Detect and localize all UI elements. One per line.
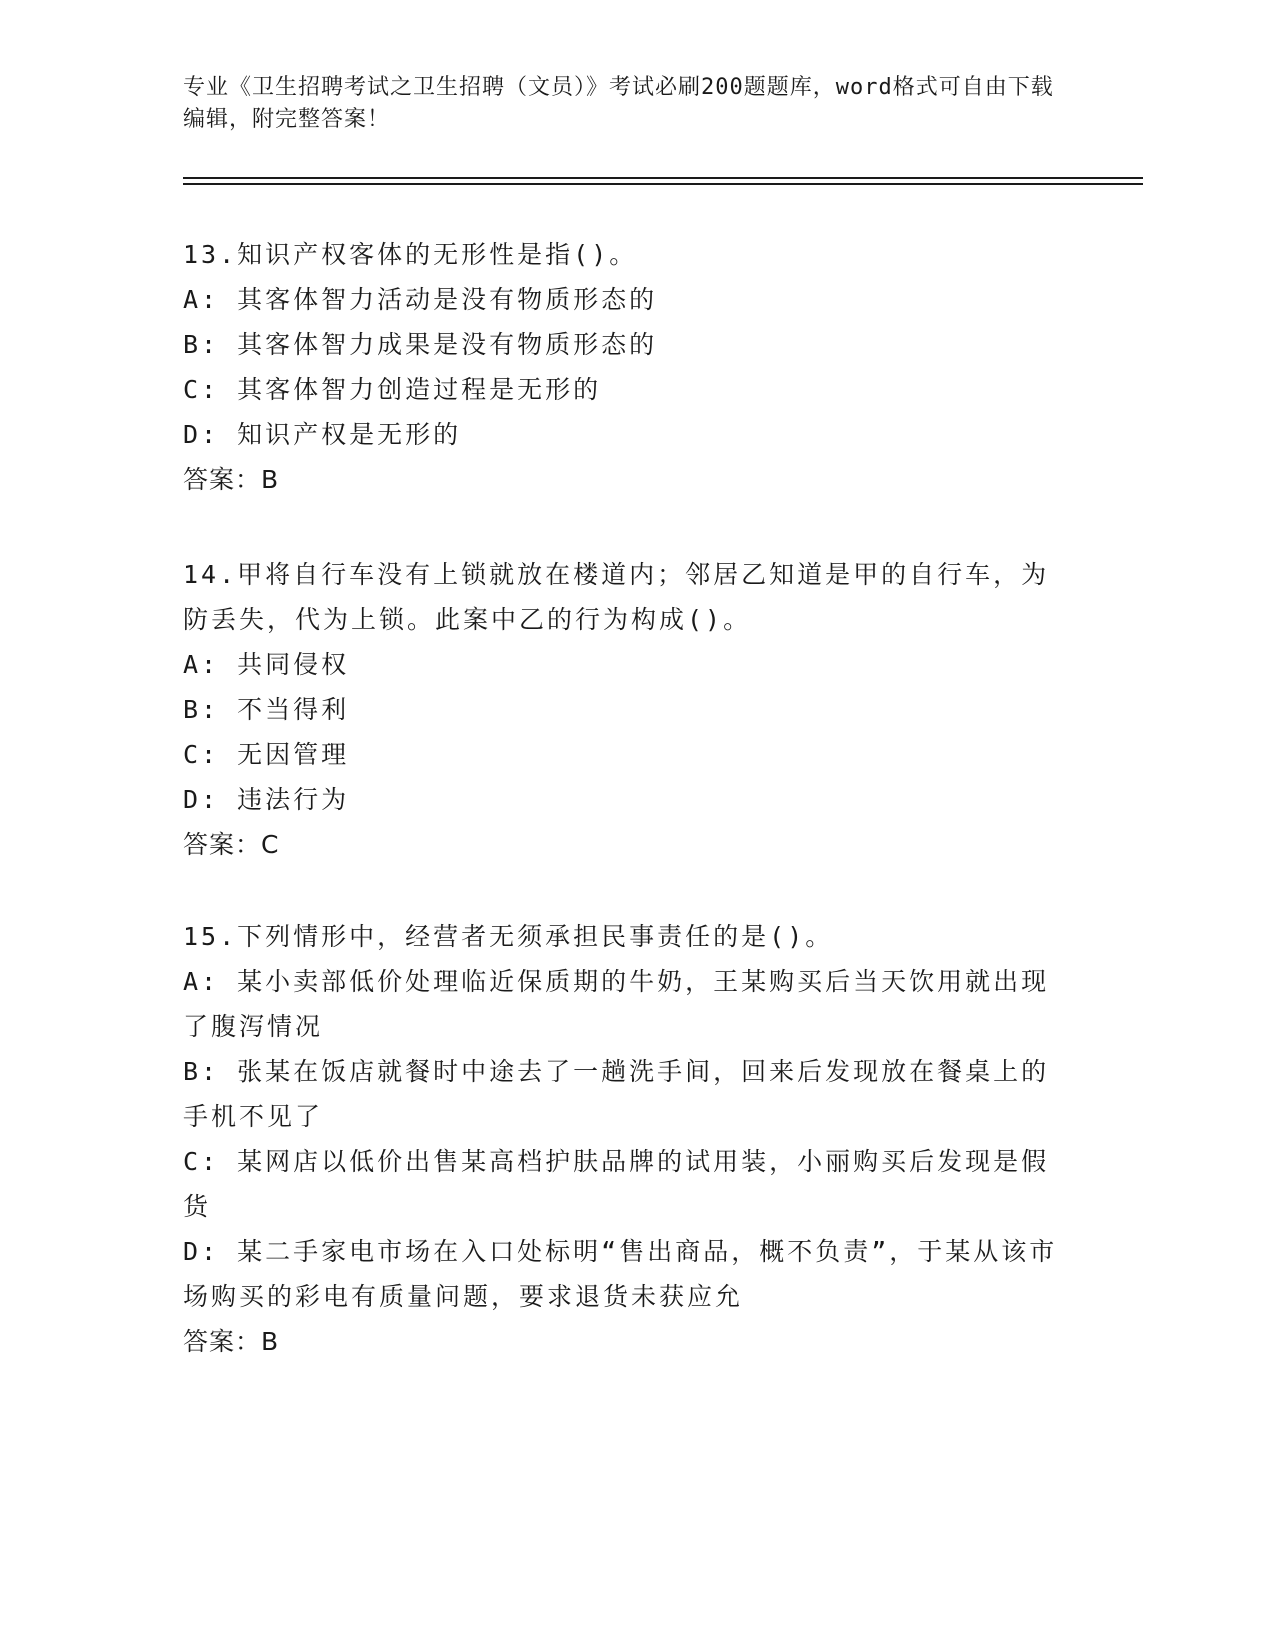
document-intro: 专业《卫生招聘考试之卫生招聘（文员）》考试必刷200题题库，word格式可自由下载编辑，附完整答案！ — [183, 75, 1054, 132]
answer: 答案：B — [183, 465, 280, 494]
answer: 答案：B — [183, 1327, 280, 1356]
option-d: D: 某二手家电市场在入口处标明“售出商品，概不负责”，于某从该市场购买的彩电有质量问题，要求退货未获应允 — [183, 1237, 1058, 1311]
option-a: A: 其客体智力活动是没有物质形态的 — [183, 285, 658, 314]
question-14 — [183, 552, 1063, 867]
answer: 答案：C — [183, 830, 280, 859]
header-divider-top — [183, 177, 1143, 179]
option-b: B: 其客体智力成果是没有物质形态的 — [183, 330, 658, 359]
option-b: B: 不当得利 — [183, 695, 350, 724]
option-c: C: 无因管理 — [183, 740, 350, 769]
option-b: B: 张某在饭店就餐时中途去了一趟洗手间，回来后发现放在餐桌上的手机不见了 — [183, 1057, 1050, 1131]
question-stem: 14.甲将自行车没有上锁就放在楼道内；邻居乙知道是甲的自行车，为防丢失，代为上锁。此案中乙的行为构成()。 — [183, 560, 1050, 634]
option-c: C: 其客体智力创造过程是无形的 — [183, 375, 602, 404]
option-a: A: 共同侵权 — [183, 650, 350, 679]
question-stem: 15.下列情形中，经营者无须承担民事责任的是()。 — [183, 922, 834, 951]
option-c: C: 某网店以低价出售某高档护肤品牌的试用装，小丽购买后发现是假货 — [183, 1147, 1050, 1221]
question-stem: 13.知识产权客体的无形性是指()。 — [183, 240, 638, 269]
option-d: D: 知识产权是无形的 — [183, 420, 462, 449]
header-divider-bottom — [183, 183, 1143, 185]
option-a: A: 某小卖部低价处理临近保质期的牛奶，王某购买后当天饮用就出现了腹泻情况 — [183, 967, 1050, 1041]
option-d: D: 违法行为 — [183, 785, 350, 814]
question-15 — [183, 914, 1063, 1364]
question-13 — [183, 232, 1063, 502]
